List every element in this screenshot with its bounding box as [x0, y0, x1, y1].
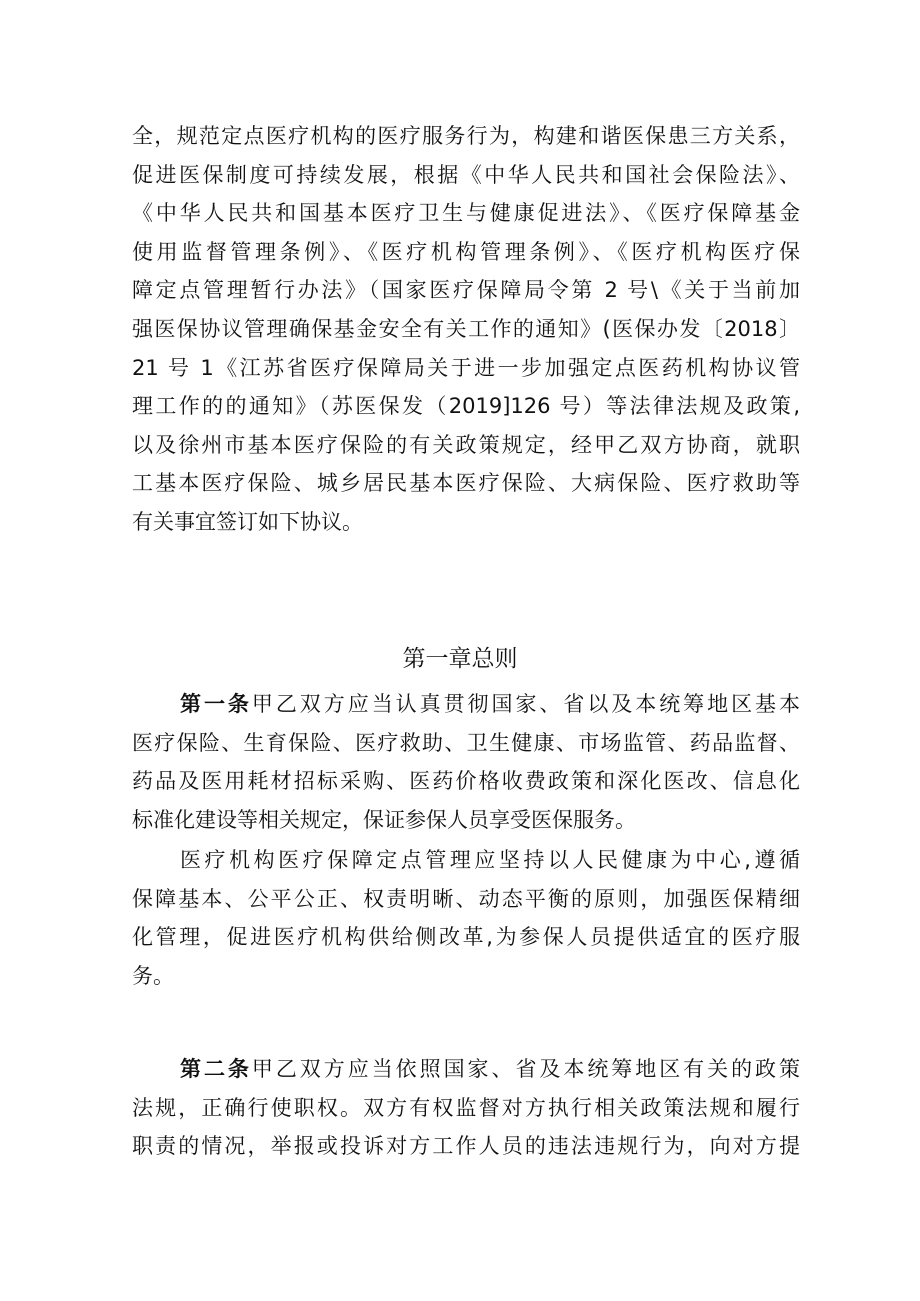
- intro-line: 有关事宜签订如下协议。: [132, 509, 363, 534]
- article-1-p2-line: 务。: [132, 963, 174, 988]
- article-1-paragraph-2: [132, 841, 800, 995]
- chapter-title: 第一章总则: [402, 646, 518, 672]
- article-2-line: 法规，正确行使职权。双方有权监督对方执行相关政策法规和履行: [132, 1095, 800, 1120]
- article-2: [132, 1050, 800, 1166]
- intro-line: 《中华人民共和国基本医疗卫生与健康促进法》、《医疗保障基金: [132, 201, 800, 226]
- article-1: [132, 685, 800, 839]
- intro-line: 工基本医疗保险、城乡居民基本医疗保险、大病保险、医疗救助等: [132, 471, 800, 496]
- article-1-line: 标准化建设等相关规定，保证参保人员享受医保服务。: [132, 807, 636, 832]
- article-1-line: 药品及医用耗材招标采购、医药价格收费政策和深化医改、信息化: [132, 769, 800, 794]
- article-1-first-line: [132, 685, 800, 724]
- article-1-heading: 第一条: [180, 692, 252, 716]
- intro-line: 强医保协议管理确保基金安全有关工作的通知》(医保办发〔2018〕: [132, 316, 800, 341]
- article-1-p2-line: 医疗机构医疗保障定点管理应坚持以人民健康为中心,遵循: [180, 848, 800, 872]
- article-1-first-line-text: 甲乙双方应当认真贯彻国家、省以及本统筹地区基本: [251, 692, 800, 716]
- article-2-line: 职责的情况，举报或投诉对方工作人员的违法违规行为，向对方提: [132, 1134, 800, 1159]
- intro-line: 21 号 1《江苏省医疗保障局关于进一步加强定点医药机构协议管: [132, 355, 800, 380]
- intro-line: 以及徐州市基本医疗保险的有关政策规定，经甲乙双方协商，就职: [132, 432, 800, 457]
- intro-line: 促进医保制度可持续发展，根据《中华人民共和国社会保险法》、: [132, 162, 800, 187]
- intro-line: 理工作的的通知》（苏医保发（2019]126 号）等法律法规及政策,: [132, 394, 800, 419]
- article-2-heading: 第二条: [180, 1057, 252, 1081]
- intro-line: 障定点管理暂行办法》（国家医疗保障局令第 2 号\《关于当前加: [132, 278, 800, 303]
- intro-paragraph: [132, 117, 800, 542]
- intro-line: 全，规范定点医疗机构的医疗服务行为，构建和谐医保患三方关系，: [132, 124, 800, 148]
- article-1-p2-line: 保障基本、公平公正、权责明晰、动态平衡的原则，加强医保精细: [132, 886, 800, 911]
- intro-line: 使用监督管理条例》、《医疗机构管理条例》、《医疗机构医疗保: [132, 239, 800, 264]
- article-2-first-line-text: 甲乙双方应当依照国家、省及本统筹地区有关的政策: [251, 1057, 800, 1081]
- article-1-line: 医疗保险、生育保险、医疗救助、卫生健康、市场监管、药品监督、: [132, 730, 800, 755]
- article-2-first-line: [132, 1050, 800, 1089]
- article-1-p2-line: 化管理，促进医疗机构供给侧改革,为参保人员提供适宜的医疗服: [132, 925, 800, 950]
